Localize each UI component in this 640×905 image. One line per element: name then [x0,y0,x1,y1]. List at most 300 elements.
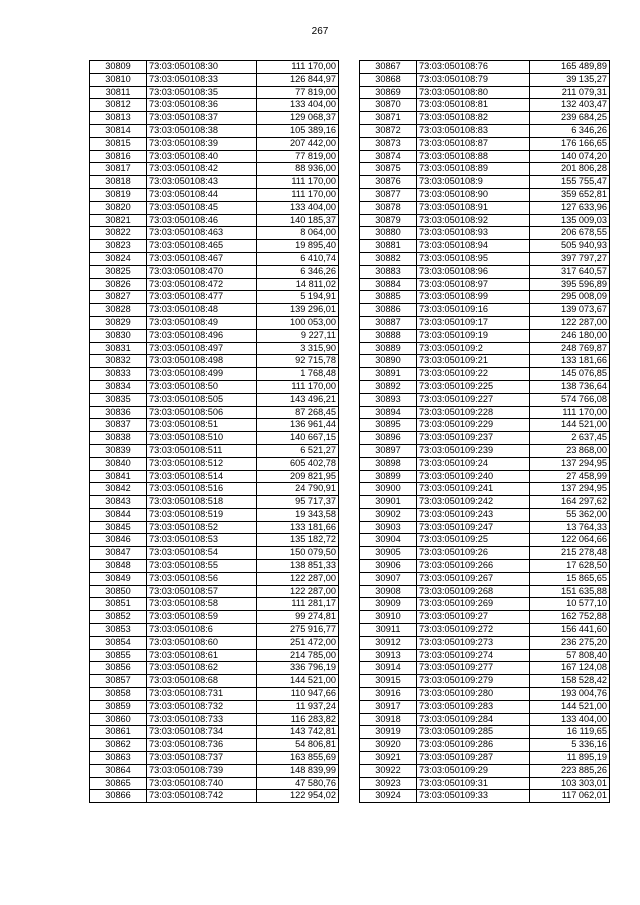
cadastral-number: 73:03:050109:225 [417,380,530,393]
cadastral-number: 73:03:050108:54 [147,547,257,560]
cadastral-value: 574 766,08 [530,393,610,406]
row-number: 30901 [360,496,417,509]
cadastral-value: 133 181,66 [257,521,339,534]
cadastral-number: 73:03:050108:732 [147,700,257,713]
row-number: 30822 [90,227,147,240]
cadastral-number: 73:03:050108:81 [417,99,530,112]
table-row [360,252,610,265]
cadastral-number: 73:03:050108:36 [147,99,257,112]
row-number: 30846 [90,534,147,547]
cadastral-value: 158 528,42 [530,675,610,688]
row-number: 30912 [360,636,417,649]
cadastral-number: 73:03:050109:27 [417,611,530,624]
table-row [360,355,610,368]
row-number: 30835 [90,393,147,406]
cadastral-number: 73:03:050108:91 [417,201,530,214]
cadastral-number: 73:03:050109:285 [417,726,530,739]
table-row [90,636,339,649]
row-number: 30845 [90,521,147,534]
cadastral-number: 73:03:050108:59 [147,611,257,624]
row-number: 30863 [90,752,147,765]
table-row [360,572,610,585]
cadastral-value: 336 796,19 [257,662,339,675]
row-number: 30914 [360,662,417,675]
table-row [90,496,339,509]
cadastral-number: 73:03:050108:498 [147,355,257,368]
row-number: 30896 [360,432,417,445]
table-row [90,163,339,176]
table-row [90,790,339,803]
cadastral-number: 73:03:050109:279 [417,675,530,688]
row-number: 30857 [90,675,147,688]
cadastral-number: 73:03:050108:92 [417,214,530,227]
table-row [360,61,610,74]
row-number: 30872 [360,124,417,137]
cadastral-value: 137 294,95 [530,457,610,470]
row-number: 30829 [90,316,147,329]
cadastral-value: 77 819,00 [257,150,339,163]
table-row [90,61,339,74]
cadastral-number: 73:03:050109:19 [417,329,530,342]
cadastral-number: 73:03:050108:46 [147,214,257,227]
cadastral-value: 150 079,50 [257,547,339,560]
row-number: 30812 [90,99,147,112]
cadastral-number: 73:03:050108:519 [147,508,257,521]
cadastral-number: 73:03:050108:39 [147,137,257,150]
table-row [360,585,610,598]
cadastral-value: 111 170,00 [257,176,339,189]
table-row [360,163,610,176]
cadastral-number: 73:03:050108:6 [147,624,257,637]
cadastral-number: 73:03:050108:80 [417,86,530,99]
table-row [360,137,610,150]
cadastral-number: 73:03:050108:497 [147,342,257,355]
cadastral-number: 73:03:050108:511 [147,444,257,457]
cadastral-value: 11 937,24 [257,700,339,713]
table-row [360,265,610,278]
table-row [90,176,339,189]
row-number: 30831 [90,342,147,355]
row-number: 30910 [360,611,417,624]
row-number: 30906 [360,560,417,573]
table-row [360,150,610,163]
cadastral-value: 164 297,62 [530,496,610,509]
table-row [360,560,610,573]
table-row [90,86,339,99]
table-row [360,483,610,496]
table-row [90,316,339,329]
table-row [90,688,339,701]
cadastral-number: 73:03:050108:44 [147,188,257,201]
row-number: 30858 [90,688,147,701]
table-row [360,240,610,253]
cadastral-number: 73:03:050108:733 [147,713,257,726]
row-number: 30877 [360,188,417,201]
cadastral-value: 57 808,40 [530,649,610,662]
cadastral-value: 135 182,72 [257,534,339,547]
cadastral-value: 14 811,02 [257,278,339,291]
cadastral-number: 73:03:050108:465 [147,240,257,253]
table-row [90,547,339,560]
cadastral-number: 73:03:050108:68 [147,675,257,688]
table-row [90,470,339,483]
table-row [90,304,339,317]
cadastral-number: 73:03:050109:26 [417,547,530,560]
page-number: 267 [311,26,329,37]
cadastral-number: 73:03:050108:93 [417,227,530,240]
cadastral-value: 133 181,66 [530,355,610,368]
cadastral-number: 73:03:050108:97 [417,278,530,291]
cadastral-value: 122 287,00 [257,572,339,585]
row-number: 30878 [360,201,417,214]
cadastral-value: 54 806,81 [257,739,339,752]
cadastral-number: 73:03:050108:99 [417,291,530,304]
cadastral-number: 73:03:050109:277 [417,662,530,675]
table-row [360,188,610,201]
row-number: 30885 [360,291,417,304]
register-table-left [89,60,339,803]
table-row [360,380,610,393]
row-number: 30908 [360,585,417,598]
row-number: 30870 [360,99,417,112]
table-row [90,675,339,688]
table-row [360,329,610,342]
row-number: 30819 [90,188,147,201]
cadastral-value: 140 074,20 [530,150,610,163]
cadastral-value: 143 496,21 [257,393,339,406]
cadastral-value: 6 410,74 [257,252,339,265]
table-row [90,585,339,598]
row-number: 30830 [90,329,147,342]
cadastral-number: 73:03:050109:21 [417,355,530,368]
cadastral-value: 151 635,88 [530,585,610,598]
table-row [360,636,610,649]
row-number: 30811 [90,86,147,99]
cadastral-value: 236 275,20 [530,636,610,649]
cadastral-value: 295 008,09 [530,291,610,304]
cadastral-value: 111 281,17 [257,598,339,611]
cadastral-number: 73:03:050109:243 [417,508,530,521]
cadastral-number: 73:03:050108:82 [417,112,530,125]
cadastral-number: 73:03:050109:16 [417,304,530,317]
row-number: 30861 [90,726,147,739]
cadastral-value: 133 404,00 [530,713,610,726]
table-row [90,112,339,125]
cadastral-value: 2 637,45 [530,432,610,445]
table-row [90,419,339,432]
row-number: 30923 [360,777,417,790]
cadastral-value: 110 947,66 [257,688,339,701]
cadastral-value: 77 819,00 [257,86,339,99]
cadastral-number: 73:03:050109:266 [417,560,530,573]
row-number: 30854 [90,636,147,649]
cadastral-number: 73:03:050108:499 [147,368,257,381]
cadastral-number: 73:03:050108:95 [417,252,530,265]
cadastral-number: 73:03:050108:736 [147,739,257,752]
cadastral-number: 73:03:050108:510 [147,432,257,445]
register-table-right [359,60,610,803]
table-row [90,188,339,201]
cadastral-number: 73:03:050109:241 [417,483,530,496]
table-row [90,432,339,445]
cadastral-value: 359 652,81 [530,188,610,201]
cadastral-number: 73:03:050109:228 [417,406,530,419]
cadastral-number: 73:03:050108:30 [147,61,257,74]
cadastral-value: 105 389,16 [257,124,339,137]
cadastral-value: 143 742,81 [257,726,339,739]
table-row [360,790,610,803]
cadastral-number: 73:03:050109:269 [417,598,530,611]
row-number: 30871 [360,112,417,125]
cadastral-number: 73:03:050108:731 [147,688,257,701]
cadastral-number: 73:03:050108:94 [417,240,530,253]
row-number: 30869 [360,86,417,99]
row-number: 30836 [90,406,147,419]
cadastral-number: 73:03:050108:58 [147,598,257,611]
table-row [90,201,339,214]
cadastral-value: 132 403,47 [530,99,610,112]
row-number: 30866 [90,790,147,803]
cadastral-number: 73:03:050108:49 [147,316,257,329]
row-number: 30897 [360,444,417,457]
row-number: 30834 [90,380,147,393]
row-number: 30868 [360,73,417,86]
cadastral-value: 275 916,77 [257,624,339,637]
cadastral-value: 139 073,67 [530,304,610,317]
row-number: 30913 [360,649,417,662]
row-number: 30821 [90,214,147,227]
cadastral-value: 5 194,91 [257,291,339,304]
table-row [90,739,339,752]
table-row [90,572,339,585]
cadastral-value: 9 227,11 [257,329,339,342]
row-number: 30815 [90,137,147,150]
row-number: 30810 [90,73,147,86]
cadastral-number: 73:03:050109:24 [417,457,530,470]
row-number: 30817 [90,163,147,176]
row-number: 30837 [90,419,147,432]
cadastral-value: 92 715,78 [257,355,339,368]
table-row [90,777,339,790]
table-row [90,342,339,355]
row-number: 30818 [90,176,147,189]
cadastral-value: 165 489,89 [530,61,610,74]
row-number: 30891 [360,368,417,381]
cadastral-number: 73:03:050109:268 [417,585,530,598]
cadastral-number: 73:03:050109:286 [417,739,530,752]
row-number: 30853 [90,624,147,637]
row-number: 30843 [90,496,147,509]
table-row [360,444,610,457]
row-number: 30907 [360,572,417,585]
cadastral-value: 24 790,91 [257,483,339,496]
row-number: 30816 [90,150,147,163]
row-number: 30889 [360,342,417,355]
cadastral-number: 73:03:050109:280 [417,688,530,701]
table-row [360,227,610,240]
table-row [360,393,610,406]
cadastral-value: 10 577,10 [530,598,610,611]
cadastral-number: 73:03:050108:79 [417,73,530,86]
table-row [360,342,610,355]
cadastral-number: 73:03:050108:52 [147,521,257,534]
cadastral-value: 505 940,93 [530,240,610,253]
row-number: 30918 [360,713,417,726]
cadastral-number: 73:03:050109:227 [417,393,530,406]
cadastral-number: 73:03:050108:518 [147,496,257,509]
table-row [90,368,339,381]
table-row [360,752,610,765]
row-number: 30823 [90,240,147,253]
table-row [360,700,610,713]
table-row [90,726,339,739]
table-row [90,73,339,86]
row-number: 30890 [360,355,417,368]
cadastral-value: 122 287,00 [257,585,339,598]
cadastral-value: 17 628,50 [530,560,610,573]
cadastral-value: 129 068,37 [257,112,339,125]
cadastral-number: 73:03:050108:51 [147,419,257,432]
row-number: 30879 [360,214,417,227]
row-number: 30888 [360,329,417,342]
cadastral-value: 122 064,66 [530,534,610,547]
cadastral-number: 73:03:050108:48 [147,304,257,317]
cadastral-number: 73:03:050108:57 [147,585,257,598]
row-number: 30915 [360,675,417,688]
table-row [360,547,610,560]
cadastral-number: 73:03:050108:60 [147,636,257,649]
cadastral-number: 73:03:050109:229 [417,419,530,432]
table-row [90,598,339,611]
table-row [360,214,610,227]
table-row [90,406,339,419]
cadastral-number: 73:03:050109:31 [417,777,530,790]
cadastral-value: 15 865,65 [530,572,610,585]
table-row [360,457,610,470]
cadastral-value: 3 315,90 [257,342,339,355]
table-row [360,598,610,611]
cadastral-value: 167 124,08 [530,662,610,675]
cadastral-value: 605 402,78 [257,457,339,470]
table-row [360,764,610,777]
row-number: 30827 [90,291,147,304]
row-number: 30892 [360,380,417,393]
table-row [360,675,610,688]
row-number: 30884 [360,278,417,291]
cadastral-value: 6 521,27 [257,444,339,457]
cadastral-value: 135 009,03 [530,214,610,227]
cadastral-value: 137 294,95 [530,483,610,496]
table-row [360,176,610,189]
cadastral-number: 73:03:050108:734 [147,726,257,739]
table-row [90,380,339,393]
row-number: 30894 [360,406,417,419]
cadastral-value: 148 839,99 [257,764,339,777]
cadastral-value: 122 954,02 [257,790,339,803]
cadastral-number: 73:03:050109:33 [417,790,530,803]
row-number: 30838 [90,432,147,445]
row-number: 30919 [360,726,417,739]
cadastral-value: 111 170,00 [530,406,610,419]
cadastral-value: 100 053,00 [257,316,339,329]
cadastral-number: 73:03:050108:62 [147,662,257,675]
cadastral-number: 73:03:050109:247 [417,521,530,534]
row-number: 30824 [90,252,147,265]
table-row [90,764,339,777]
cadastral-value: 6 346,26 [530,124,610,137]
cadastral-number: 73:03:050108:514 [147,470,257,483]
cadastral-value: 215 278,48 [530,547,610,560]
cadastral-value: 251 472,00 [257,636,339,649]
cadastral-value: 16 119,65 [530,726,610,739]
cadastral-number: 73:03:050108:739 [147,764,257,777]
row-number: 30881 [360,240,417,253]
cadastral-number: 73:03:050108:740 [147,777,257,790]
cadastral-value: 317 640,57 [530,265,610,278]
cadastral-number: 73:03:050108:33 [147,73,257,86]
table-row [90,444,339,457]
cadastral-value: 214 785,00 [257,649,339,662]
cadastral-value: 99 274,81 [257,611,339,624]
table-row [360,521,610,534]
cadastral-value: 111 170,00 [257,61,339,74]
cadastral-value: 207 442,00 [257,137,339,150]
cadastral-number: 73:03:050109:25 [417,534,530,547]
row-number: 30893 [360,393,417,406]
table-row [360,304,610,317]
cadastral-value: 27 458,99 [530,470,610,483]
cadastral-number: 73:03:050108:53 [147,534,257,547]
cadastral-value: 162 752,88 [530,611,610,624]
table-row [90,137,339,150]
table-row [360,419,610,432]
cadastral-number: 73:03:050109:287 [417,752,530,765]
row-number: 30820 [90,201,147,214]
cadastral-number: 73:03:050109:242 [417,496,530,509]
cadastral-value: 211 079,31 [530,86,610,99]
cadastral-number: 73:03:050108:35 [147,86,257,99]
cadastral-number: 73:03:050108:55 [147,560,257,573]
table-row [90,124,339,137]
cadastral-number: 73:03:050108:40 [147,150,257,163]
table-row [90,713,339,726]
row-number: 30887 [360,316,417,329]
table-row [90,752,339,765]
cadastral-number: 73:03:050109:273 [417,636,530,649]
row-number: 30862 [90,739,147,752]
cadastral-value: 87 268,45 [257,406,339,419]
table-row [360,713,610,726]
table-row [360,112,610,125]
cadastral-value: 39 135,27 [530,73,610,86]
cadastral-number: 73:03:050108:516 [147,483,257,496]
cadastral-number: 73:03:050109:283 [417,700,530,713]
cadastral-value: 144 521,00 [257,675,339,688]
row-number: 30852 [90,611,147,624]
cadastral-number: 73:03:050108:87 [417,137,530,150]
table-row [360,368,610,381]
row-number: 30867 [360,61,417,74]
row-number: 30905 [360,547,417,560]
table-row [90,457,339,470]
cadastral-number: 73:03:050108:89 [417,163,530,176]
table-row [90,240,339,253]
row-number: 30828 [90,304,147,317]
cadastral-number: 73:03:050109:29 [417,764,530,777]
row-number: 30826 [90,278,147,291]
row-number: 30873 [360,137,417,150]
table-row [90,508,339,521]
